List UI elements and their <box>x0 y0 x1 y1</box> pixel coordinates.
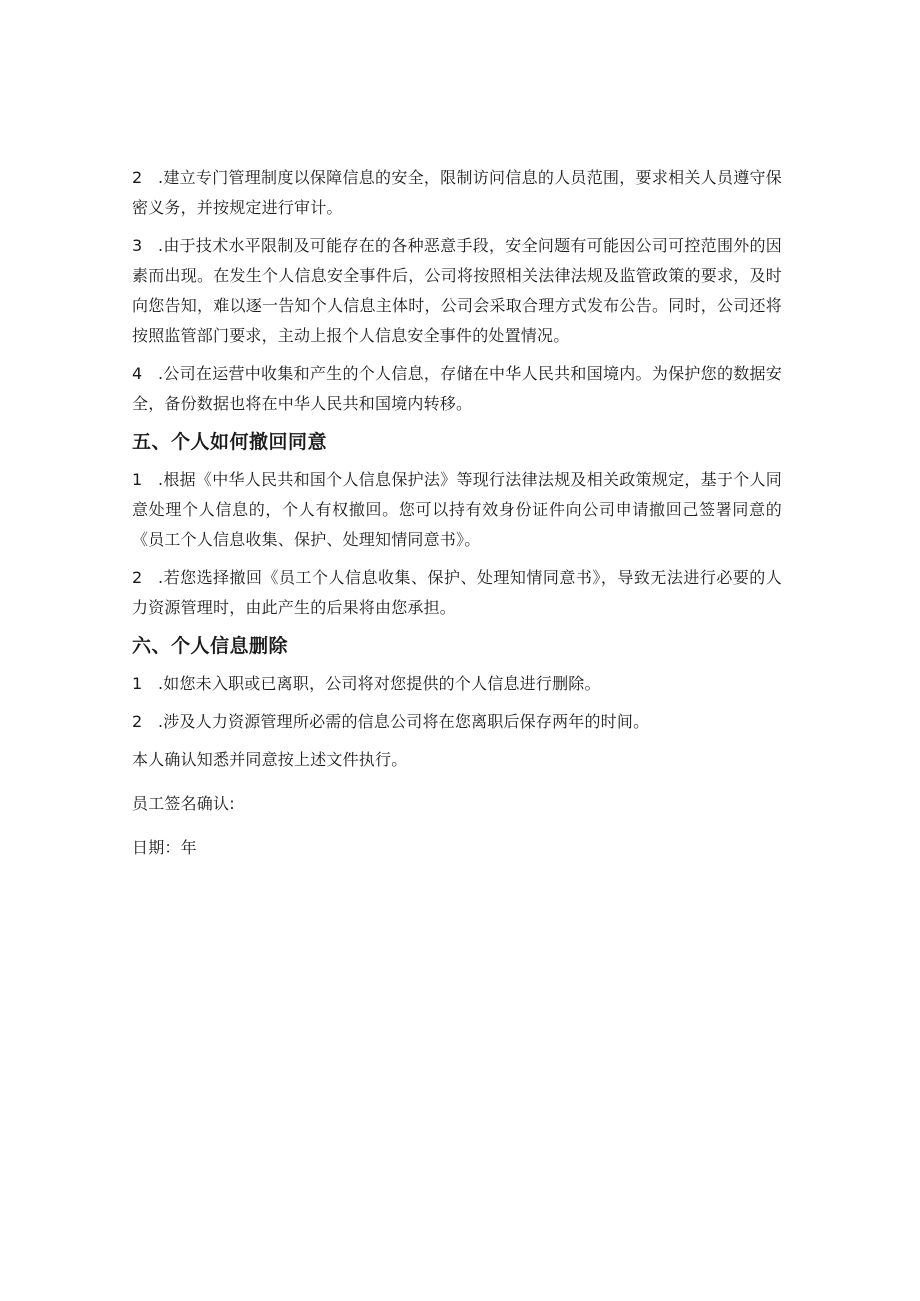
item-number: 2 <box>132 568 143 587</box>
section5-item-2 <box>132 563 782 623</box>
section5-heading: 五、个人如何撤回同意 <box>132 431 328 453</box>
item-text: .涉及人力资源管理所必需的信息公司将在您离职后保存两年的时间。 <box>158 712 650 731</box>
item-text: .如您未入职或已离职，公司将对您提供的个人信息进行删除。 <box>158 674 601 693</box>
document-body <box>132 163 782 877</box>
section5-item-1 <box>132 465 782 555</box>
item-text: .根据《中华人民共和国个人信息保护法》等现行法律法规及相关政策规定，基于个人同意处理个人信息的，个人有权撤回。您可以持有效身份证件向公司申请撤回己签署同意的《员工个人信息收集、保护、处理知情同意书》。 <box>132 470 782 549</box>
section4-item-4 <box>132 359 782 419</box>
section6-item-1 <box>132 669 782 699</box>
section6-heading: 六、个人信息删除 <box>132 635 289 657</box>
item-number: 1 <box>132 674 143 693</box>
item-number: 4 <box>132 364 143 383</box>
item-number: 2 <box>132 168 143 187</box>
section6-item-2 <box>132 707 782 737</box>
item-number: 1 <box>132 470 143 489</box>
item-text: .由于技术水平限制及可能存在的各种恶意手段，安全问题有可能因公司可控范围外的因素而出现。在发生个人信息安全事件后，公司将按照相关法律法规及监管政策的要求，及时向您告知，难以逐一告知个人信息主体时，公司会采取合理方式发布公告。同时，公司还将按照监管部门要求，主动上报个人信息安全事件的处置情况。 <box>132 236 782 345</box>
item-number: 2 <box>132 712 143 731</box>
date-label: 日期：年 <box>132 838 197 857</box>
signature-label: 员工签名确认: <box>132 794 235 813</box>
item-text: .建立专门管理制度以保障信息的安全，限制访问信息的人员范围，要求相关人员遵守保密义务，并按规定进行审计。 <box>132 168 782 217</box>
section4-item-2 <box>132 163 782 223</box>
item-text: .若您选择撤回《员工个人信息收集、保护、处理知情同意书》，导致无法进行必要的人力资源管理时，由此产生的后果将由您承担。 <box>132 568 782 617</box>
section4-item-3 <box>132 231 782 351</box>
confirmation-statement: 本人确认知悉并同意按上述文件执行。 <box>132 750 408 769</box>
item-text: .公司在运营中收集和产生的个人信息，存储在中华人民共和国境内。为保护您的数据安全，备份数据也将在中华人民共和国境内转移。 <box>132 364 782 413</box>
item-number: 3 <box>132 236 143 255</box>
